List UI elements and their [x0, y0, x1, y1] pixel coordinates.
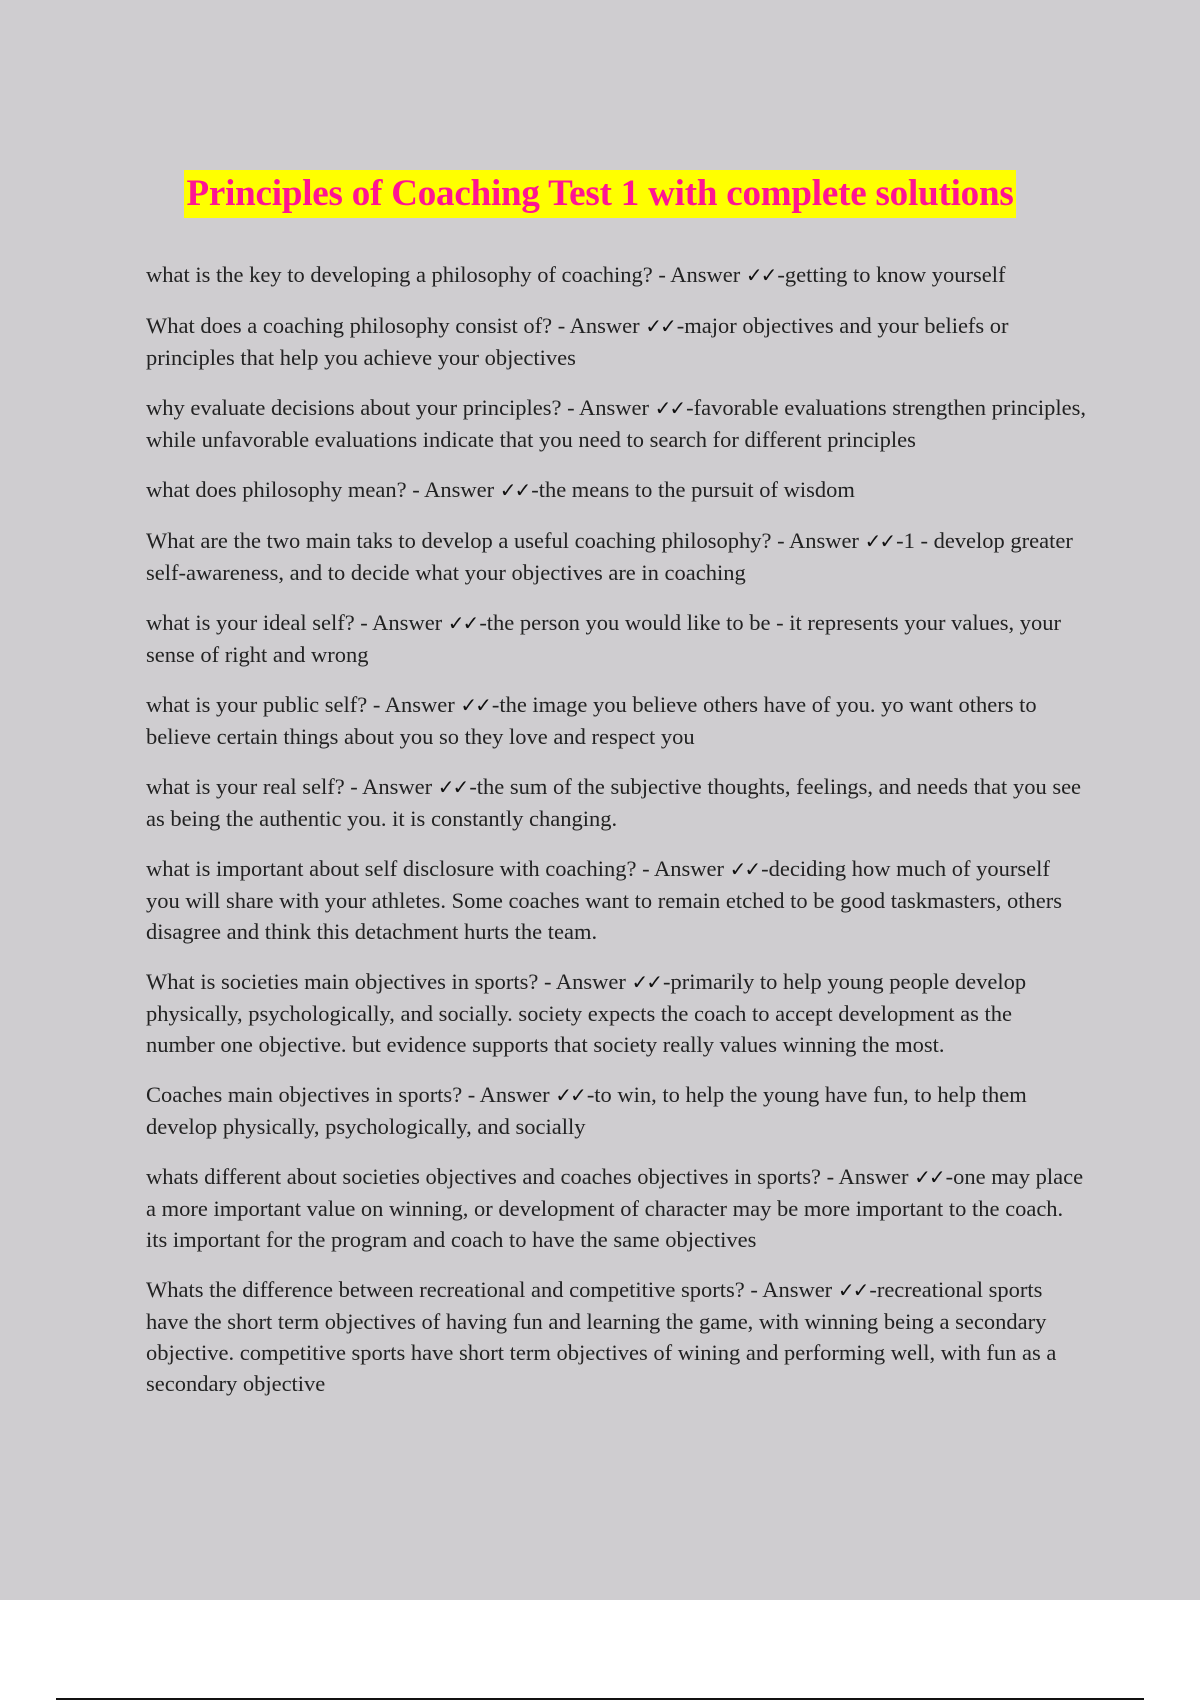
title-container — [0, 170, 1200, 218]
answer-text: -primarily to help young people develop physically, psychologically, and socially. society expects the coach to accept development as the number one objective. but evidence supports that society really values winning the most. — [146, 969, 1027, 1057]
answer-text: -1 - develop greater self-awareness, and to decide what your objectives are in coaching — [146, 528, 1073, 585]
answer-text: -one may place a more important value on winning, or development of character may be more important to the coach. its important for the program and coach to have the same objectives — [146, 1164, 1084, 1252]
qa-item — [146, 1274, 1086, 1399]
qa-item — [146, 525, 1086, 588]
qa-item — [146, 259, 1086, 291]
question-text: what is your real self? - Answer — [146, 774, 438, 799]
double-check-icon: ✓✓ — [645, 314, 675, 338]
qa-item — [146, 1161, 1086, 1255]
qa-item — [146, 853, 1086, 947]
question-text: what is your ideal self? - Answer — [146, 610, 448, 635]
double-check-icon: ✓✓ — [499, 478, 530, 502]
double-check-icon: ✓✓ — [460, 693, 490, 717]
qa-item — [146, 771, 1086, 834]
answer-text: -major objectives and your beliefs or principles that help you achieve your objectives — [146, 313, 1009, 370]
double-check-icon: ✓✓ — [864, 529, 895, 553]
answer-text: -the image you believe others have of you. yo want others to believe certain things about you so they love and respect you — [146, 692, 1037, 749]
qa-item — [146, 310, 1086, 373]
double-check-icon: ✓✓ — [447, 611, 478, 635]
qa-item — [146, 689, 1086, 752]
double-check-icon: ✓✓ — [837, 1278, 868, 1302]
question-text: What does a coaching philosophy consist of? - Answer — [146, 313, 646, 338]
double-check-icon: ✓✓ — [437, 775, 468, 799]
question-text: what is the key to developing a philosophy of coaching? - Answer — [146, 262, 746, 287]
question-text: what does philosophy mean? - Answer — [146, 477, 500, 502]
qa-item — [146, 607, 1086, 670]
double-check-icon: ✓✓ — [914, 1165, 944, 1189]
question-text: What are the two main taks to develop a useful coaching philosophy? - Answer — [146, 528, 865, 553]
question-text: whats different about societies objectives and coaches objectives in sports? - Answer — [146, 1164, 915, 1189]
question-text: what is important about self disclosure with coaching? - Answer — [146, 856, 730, 881]
qa-list — [146, 259, 1086, 1418]
question-text: what is your public self? - Answer — [146, 692, 461, 717]
answer-text: -to win, to help the young have fun, to help them develop physically, psychologically, and socially — [146, 1082, 1027, 1139]
qa-item — [146, 474, 1086, 506]
answer-text: -recreational sports have the short term objectives of having fun and learning the game, with winning being a secondary objective. competitive sports have short term objectives of wining and performing well, with fun as a secondary objective — [146, 1277, 1057, 1396]
answer-text: -favorable evaluations strengthen principles, while unfavorable evaluations indicate that you need to search for different principles — [146, 395, 1086, 452]
answer-text: -the sum of the subjective thoughts, feelings, and needs that you see as being the authentic you. it is constantly changing. — [146, 774, 1082, 831]
document-title: Principles of Coaching Test 1 with complete solutions — [184, 170, 1015, 218]
qa-item — [146, 966, 1086, 1060]
answer-text: -deciding how much of yourself you will share with your athletes. Some coaches want to remain etched to be good taskmasters, others disagree and think this detachment hurts the team. — [146, 856, 1063, 944]
question-text: Whats the difference between recreational and competitive sports? - Answer — [146, 1277, 838, 1302]
question-text: What is societies main objectives in sports? - Answer — [146, 969, 632, 994]
double-check-icon: ✓✓ — [729, 857, 760, 881]
double-check-icon: ✓✓ — [654, 396, 685, 420]
answer-text: -getting to know yourself — [777, 262, 1006, 287]
double-check-icon: ✓✓ — [555, 1083, 585, 1107]
question-text: why evaluate decisions about your principles? - Answer — [146, 395, 655, 420]
double-check-icon: ✓✓ — [745, 263, 776, 287]
answer-text: -the means to the pursuit of wisdom — [531, 477, 855, 502]
qa-item — [146, 1079, 1086, 1142]
double-check-icon: ✓✓ — [631, 970, 662, 994]
question-text: Coaches main objectives in sports? - Answer — [146, 1082, 556, 1107]
answer-text: -the person you would like to be - it represents your values, your sense of right and wrong — [146, 610, 1062, 667]
qa-item — [146, 392, 1086, 455]
